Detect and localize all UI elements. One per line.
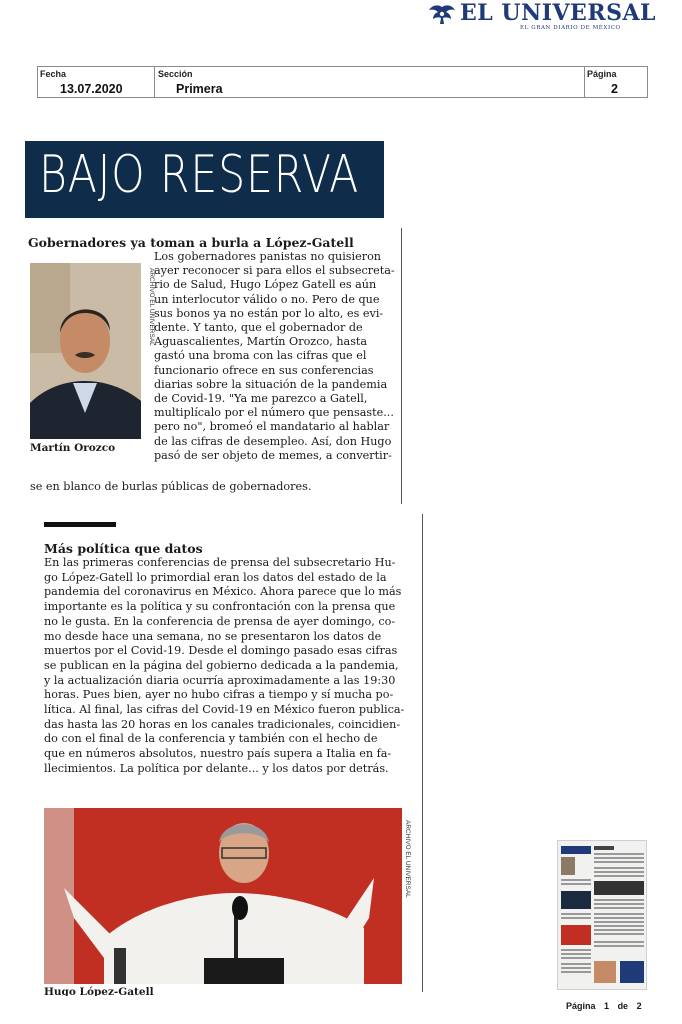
text-line: sus bonos ya no están por lo alto, es evi- bbox=[154, 306, 384, 320]
text-line: gastó una broma con las cifras que el bbox=[154, 349, 367, 363]
article2-caption: Hugo López-Gatell bbox=[44, 986, 154, 996]
column-rule bbox=[422, 514, 423, 992]
text-line: horas. Pues bien, ayer no hubo cifras a tiempo y sí mucha po- bbox=[44, 688, 394, 702]
page-indicator bbox=[566, 1001, 648, 1011]
text-line: de Covid-19. "Ya me parezco a Gatell, bbox=[154, 392, 368, 406]
text-line: de las cifras de desempleo. Así, don Hugo bbox=[154, 434, 392, 448]
article2-photo bbox=[44, 808, 402, 984]
logo-name: EL UNIVERSAL bbox=[460, 0, 657, 26]
text-line: funcionario ofrece en sus conferencias bbox=[154, 363, 374, 377]
seccion-value: Primera bbox=[176, 82, 223, 96]
article1-body bbox=[154, 250, 399, 463]
metadata-header bbox=[37, 66, 648, 98]
photo-credit: ARCHIVO EL UNIVERSAL bbox=[404, 820, 411, 898]
column-banner bbox=[25, 141, 384, 218]
text-line: mo desde hace una semana, no se presentaron los datos de bbox=[44, 629, 382, 643]
header-divider bbox=[154, 67, 155, 97]
text-line: diarias sobre la situación de la pandemia bbox=[154, 377, 388, 391]
portrait-image bbox=[30, 263, 141, 439]
speaker-image bbox=[44, 808, 402, 984]
article1-photo bbox=[30, 263, 141, 439]
logo-tagline: EL GRAN DIARIO DE MÉXICO bbox=[520, 25, 621, 31]
thumbnail-preview bbox=[558, 841, 647, 990]
text-line: Aguascalientes, Martín Orozco, hasta bbox=[154, 335, 368, 349]
text-line: Los gobernadores panistas no quisieron bbox=[154, 250, 382, 263]
article1-caption: Martín Orozco bbox=[30, 442, 116, 454]
text-line: llecimientos. La política por delante... y los datos por detrás. bbox=[44, 761, 389, 775]
text-line: que en números absolutos, nuestro país supera a Italia en fa- bbox=[44, 747, 392, 761]
text-line: pandemia del coronavirus en México. Ahora parece que lo más bbox=[44, 585, 402, 599]
text-line: lítica. Al final, las cifras del Covid-19 en México fueron publica- bbox=[44, 703, 405, 717]
text-line: pero no", bromeó el mandatario al hablar bbox=[154, 420, 390, 434]
text-line: ayer reconocer si para ellos el subsecreta- bbox=[154, 264, 395, 278]
pager-label: Página bbox=[566, 1001, 596, 1011]
text-line: un interlocutor válido o no. Pero de que bbox=[154, 292, 380, 306]
column-rule bbox=[401, 228, 402, 504]
pagina-label: Página bbox=[587, 69, 617, 79]
seccion-label: Sección bbox=[158, 69, 193, 79]
text-line: do con el final de la conferencia y también con el hecho de bbox=[44, 732, 378, 746]
text-line: rio de Salud, Hugo López Gatell es aún bbox=[154, 278, 377, 292]
text-line: go López-Gatell lo primordial eran los datos del estado de la bbox=[44, 570, 387, 584]
section-rule bbox=[44, 522, 116, 527]
page-thumbnail[interactable] bbox=[557, 840, 647, 990]
pager-sep: de bbox=[617, 1001, 629, 1011]
article1-title: Gobernadores ya toman a burla a López-Gatell bbox=[28, 235, 354, 250]
text-line: muertos por el Covid-19. Desde el domingo pasado esas cifras bbox=[44, 644, 398, 658]
text-line: das hasta las 20 horas en los canales tradicionales, coincidien- bbox=[44, 717, 401, 731]
text-line: importante es la política y su confrontación con la prensa que bbox=[44, 600, 396, 614]
text-line: multiplícalo por el número que pensaste... bbox=[154, 406, 394, 420]
fecha-label: Fecha bbox=[40, 69, 67, 79]
text-line: no le gusta. En la conferencia de prensa de ayer domingo, co- bbox=[44, 614, 396, 628]
text-line: dente. Y tanto, que el gobernador de bbox=[154, 321, 363, 335]
article1-last-line: se en blanco de burlas públicas de gobernadores. bbox=[30, 480, 312, 493]
photo-credit: ARCHIVO EL UNIVERSAL bbox=[148, 268, 155, 346]
text-line: pasó de ser objeto de memes, a convertir- bbox=[154, 448, 392, 462]
text-line: En las primeras conferencias de prensa del subsecretario Hu- bbox=[44, 556, 396, 569]
header-divider bbox=[584, 67, 585, 97]
fecha-value: 13.07.2020 bbox=[60, 82, 123, 96]
pager-current: 1 bbox=[604, 1001, 610, 1011]
newspaper-logo bbox=[428, 2, 674, 32]
pagina-value: 2 bbox=[611, 82, 618, 96]
pager-total: 2 bbox=[636, 1001, 642, 1011]
eagle-icon bbox=[428, 4, 456, 26]
article2-title: Más política que datos bbox=[44, 541, 203, 556]
text-line: se publican en la página del gobierno dedicada a la pandemia, bbox=[44, 658, 399, 672]
article2-body bbox=[44, 556, 405, 777]
text-line: y la actualización diaria ocurría aproximadamente a las 19:30 bbox=[44, 673, 396, 687]
banner-title: BAJO RESERVA bbox=[39, 145, 360, 205]
